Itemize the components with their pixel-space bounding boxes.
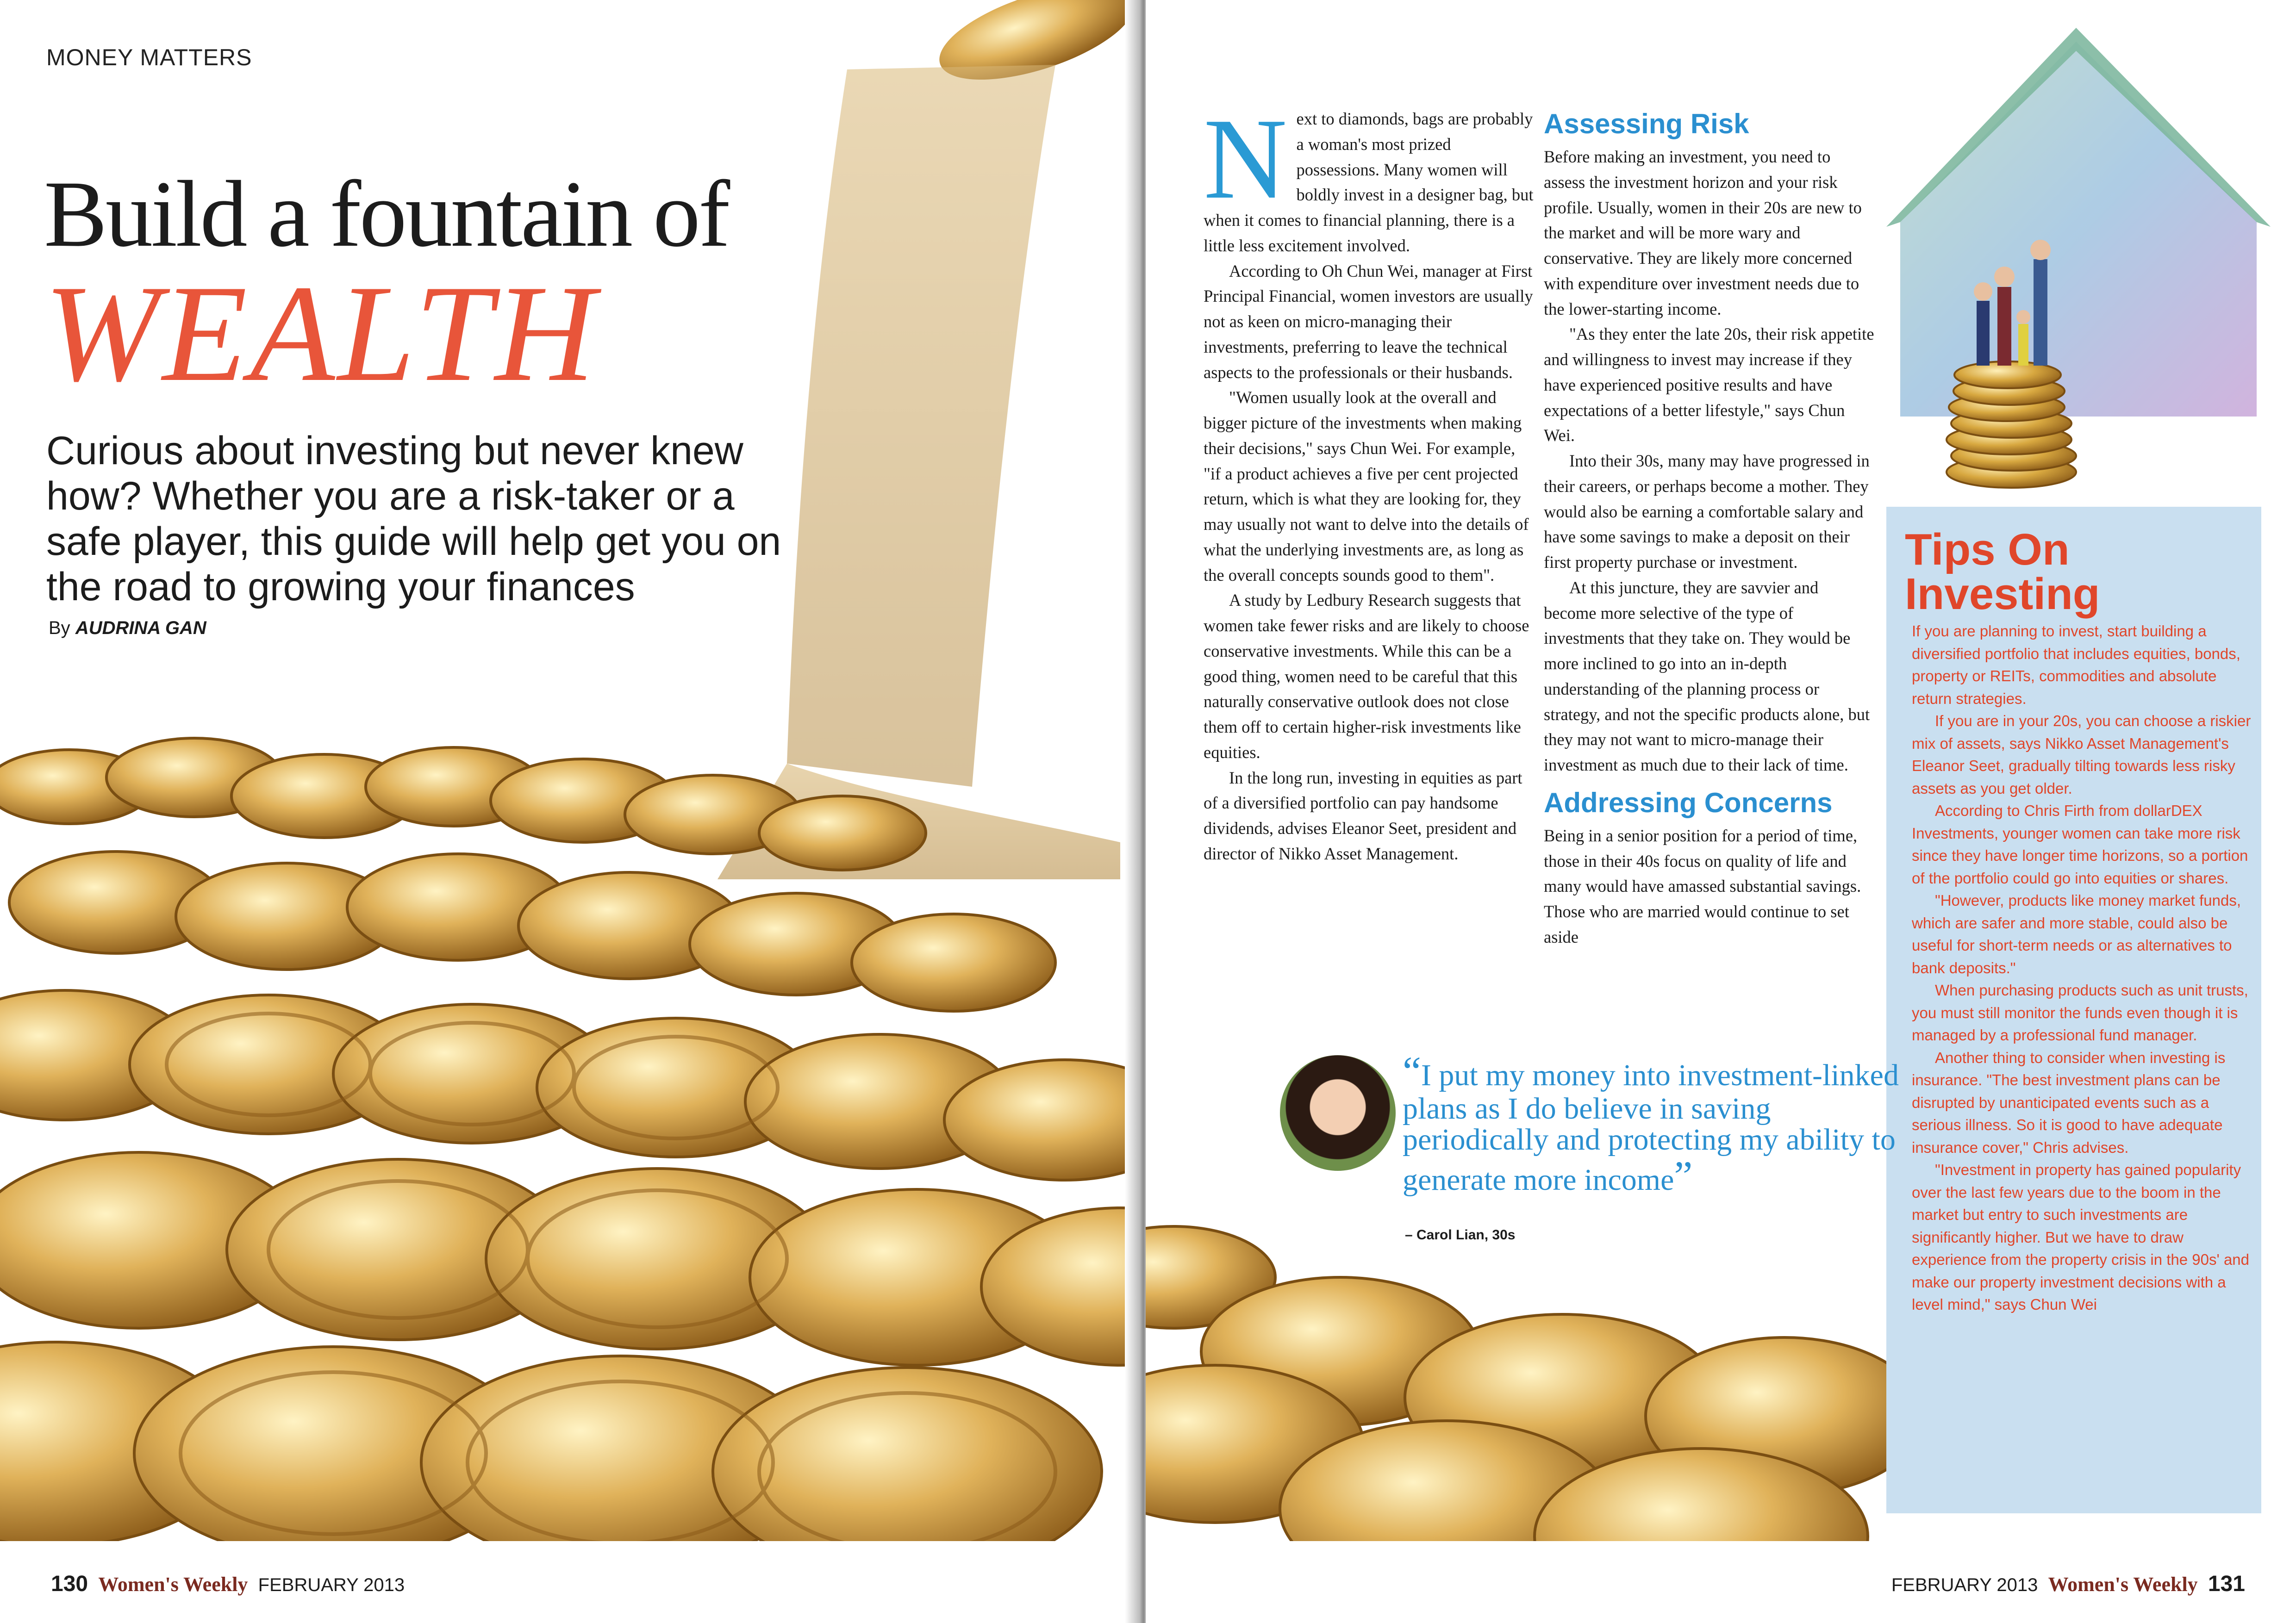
- left-page: [0, 0, 1136, 1623]
- byline: [49, 618, 206, 639]
- tips-paragraph: If you are planning to invest, start building a diversified portfolio that includes equities, bonds, property or REITs, commodities and absolute return strategies.: [1912, 622, 2240, 707]
- article-paragraph-8: Into their 30s, many may have progressed in their careers, or perhaps become a mother. They would also be earning a comfortable salary and have some savings to make a deposit on their first property purchase or investment.: [1544, 451, 1870, 572]
- section-label: MONEY MATTERS: [46, 44, 252, 70]
- article-paragraph-2: According to Oh Chun Wei, manager at First Principal Financial, women investors are usually not as keen on micro-managing their investments, preferring to leave the technical aspects to the professionals or their husbands.: [1204, 261, 1533, 382]
- tips-paragraph: If you are in your 20s, you can choose a riskier mix of assets, says Nikko Asset Management's Eleanor Seet, gradually tilting towards less risky assets as you get older.: [1912, 712, 2251, 797]
- tips-sidebar-title: Tips On Investing: [1905, 525, 2100, 619]
- pull-quote: [1403, 1051, 1903, 1198]
- article-paragraph-3: "Women usually look at the overall and bigger picture of the investments when making their decisions," says Chun Wei. For example, "if a product achieves a five per cent projected return, which is what they are looking for, they may usually not want to delve into the details of what the underlying investments are, as long as the overall concepts sounds good to them".: [1204, 388, 1529, 585]
- tips-paragraph: Another thing to consider when investing is insurance. "The best investment plans can be disrupted by unanticipated events such as a serious illness. So it is good to have adequate insurance cover," Chris advises.: [1912, 1049, 2226, 1156]
- article-paragraph-6: Before making an investment, you need to assess the investment horizon and your risk profile. Usually, women in their 20s are new to the market and will be more wary and conservative. They are likely more concerned with expenditure over investment needs due to the lower-starting income.: [1544, 147, 1862, 318]
- folio-right: [1891, 1571, 2245, 1597]
- magazine-brand: Women's Weekly: [2048, 1573, 2198, 1596]
- issue-date: FEBRUARY 2013: [1891, 1575, 2038, 1595]
- article-paragraph-5: In the long run, investing in equities as part of a diversified portfolio can pay handsome dividends, advises Eleanor Seet, president and director of Nikko Asset Management.: [1204, 768, 1522, 863]
- article-paragraph-4: A study by Ledbury Research suggests that women take fewer risks and are likely to choose conservative investments. While this can be a good thing, women need to be careful that this naturally conservative outlook does not close them off to certain higher-risk investments like equities.: [1204, 591, 1529, 762]
- tips-paragraph: When purchasing products such as unit trusts, you must still monitor the funds even though it is managed by a professional fund manager.: [1912, 982, 2248, 1044]
- subhead-assessing-risk: Assessing Risk: [1544, 108, 1749, 139]
- page-number: 130: [51, 1572, 88, 1596]
- issue-date: FEBRUARY 2013: [258, 1575, 405, 1595]
- article-paragraph-10: Being in a senior position for a period of time, those in their 40s focus on quality of life and many would have amassed substantial savings. Those who are married would continue to set aside: [1544, 826, 1861, 946]
- page-number: 131: [2208, 1572, 2245, 1596]
- drop-cap: N: [1204, 95, 1287, 223]
- pull-quote-credit: – Carol Lian, 30s: [1405, 1227, 1516, 1243]
- folio-left: [51, 1571, 405, 1597]
- tips-paragraph: "However, products like money market funds, which are safer and more stable, could also be useful for short-term needs or as alternatives to bank deposits.": [1912, 892, 2241, 976]
- right-page: [1146, 0, 2296, 1623]
- byline-prefix: By: [49, 618, 70, 638]
- article-paragraph-9: At this juncture, they are savvier and become more selective of the type of investments that they take on. They would be more inclined to go into an in-depth understanding of the planning process or strategy, and not the specific products alone, but they may not want to micro-manage their investment as much due to their lack of time.: [1544, 578, 1870, 774]
- pull-quote-text: I put my money into investment-linked plans as I do believe in saving periodically and protecting my ability to generate more income: [1403, 1058, 1899, 1197]
- interviewee-photo: [1280, 1055, 1396, 1171]
- open-quote-mark: “: [1403, 1049, 1421, 1094]
- article-column-2: [1544, 107, 1875, 950]
- tips-paragraph: According to Chris Firth from dollarDEX Investments, younger women can take more risk since they have longer time horizons, so a portion of the portfolio could go into equities or shares.: [1912, 802, 2248, 887]
- tips-sidebar-body: [1912, 620, 2257, 1316]
- standfirst: Curious about investing but never knew how? Whether you are a risk-taker or a safe player, this guide will help get you on the road to growing your finances: [46, 429, 781, 609]
- byline-author: AUDRINA GAN: [75, 618, 206, 638]
- money-house-illustration: [1859, 0, 2296, 504]
- magazine-brand: Women's Weekly: [98, 1573, 248, 1596]
- article-paragraph-7: "As they enter the late 20s, their risk appetite and willingness to invest may increase if they have experienced positive results and have expectations of a better lifestyle," says Chun Wei.: [1544, 324, 1874, 445]
- article-column-1: [1204, 95, 1535, 867]
- headline-line-1: Build a fountain of: [44, 162, 729, 267]
- subhead-addressing-concerns: Addressing Concerns: [1544, 787, 1833, 818]
- article-paragraph-1: Next to diamonds, bags are probably a woman's most prized possessions. Many women will boldly invest in a designer bag, but when it comes to financial planning, there is a little less excitement involved.: [1204, 95, 1534, 255]
- tips-paragraph: "Investment in property has gained popularity over the last few years due to the boom in the market but entry to such investments are significantly higher. But we have to draw experience from the property crisis in the 90s' and make our property investment decisions with a level mind," says Chun Wei: [1912, 1161, 2249, 1313]
- coin-pile-right: [1146, 1157, 1886, 1620]
- close-quote-mark: ”: [1674, 1153, 1693, 1200]
- headline-line-2: WEALTH: [44, 256, 598, 410]
